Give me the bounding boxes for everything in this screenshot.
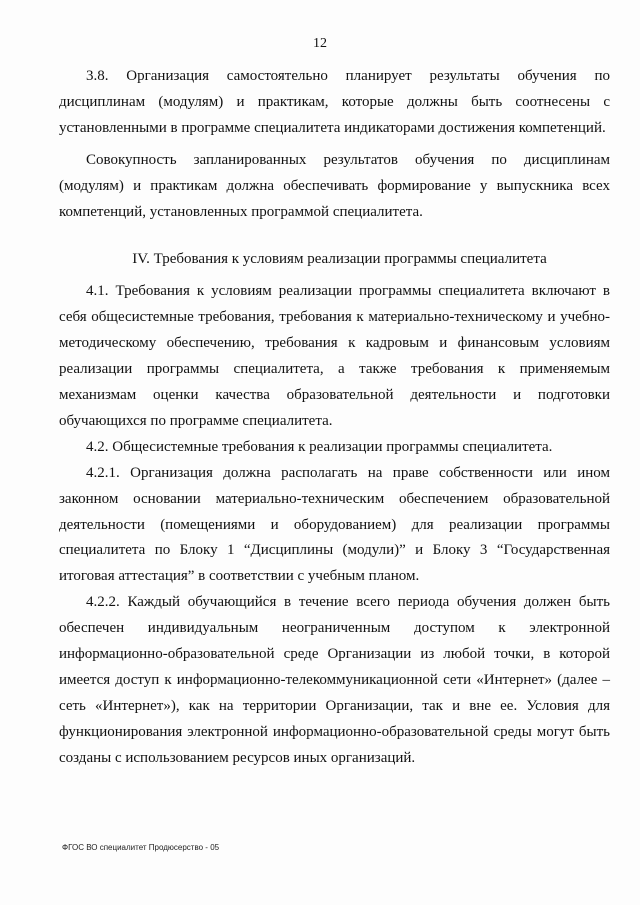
paragraph-4-1: 4.1. Требования к условиям реализации программы специалитета включают в себя общесистемные требования, требования к материально-техническому и учебно-методическому обеспечению, требования к кадровым и финансовым условиям реализации программы специалитета, а также требования к применяемым механизмам оценки качества образовательной деятельности и подготовки обучающихся по программе специалитета. <box>59 283 610 429</box>
section-heading: IV. Требования к условиям реализации программы специалитета <box>132 251 547 268</box>
section-spacer <box>59 225 610 247</box>
document-body <box>59 64 610 772</box>
paragraph-4-2-2: 4.2.2. Каждый обучающийся в течение всего периода обучения должен быть обеспечен индивидуальным неограниченным доступом к электронной информационно-образовательной среде Организации из любой точки, в которой имеется доступ к информационно-телекоммуникационной сети «Интернет» (далее – сеть «Интернет»), как на территории Организации, так и вне ее. Условия для функционирования электронной информационно-образовательной среды могут быть созданы с использованием ресурсов иных организаций. <box>59 594 610 766</box>
paragraph-4-2: 4.2. Общесистемные требования к реализации программы специалитета. <box>86 438 553 455</box>
paragraph-3-8: 3.8. Организация самостоятельно планирует результаты обучения по дисциплинам (модулям) и практикам, которые должны быть соотнесены с установленными в программе специалитета индикаторами достижения компетенций. <box>59 68 610 136</box>
page-footer: ФГОС ВО специалитет Продюсерство - 05 <box>62 843 220 852</box>
paragraph-3-8-continued: Совокупность запланированных результатов обучения по дисциплинам (модулям) и практикам должна обеспечивать формирование у выпускника всех компетенций, установленных программой специалитета. <box>59 151 610 220</box>
page-number: 12 <box>313 36 327 51</box>
paragraph-4-2-1: 4.2.1. Организация должна располагать на праве собственности или ином законном основании материально-техническим обеспечением образовательной деятельности (помещениями и оборудованием) для реализации программы специалитета по Блоку 1 “Дисциплины (модули)” и Блоку 3 “Государственная итоговая аттестация” в соответствии с учебным планом. <box>59 464 610 585</box>
